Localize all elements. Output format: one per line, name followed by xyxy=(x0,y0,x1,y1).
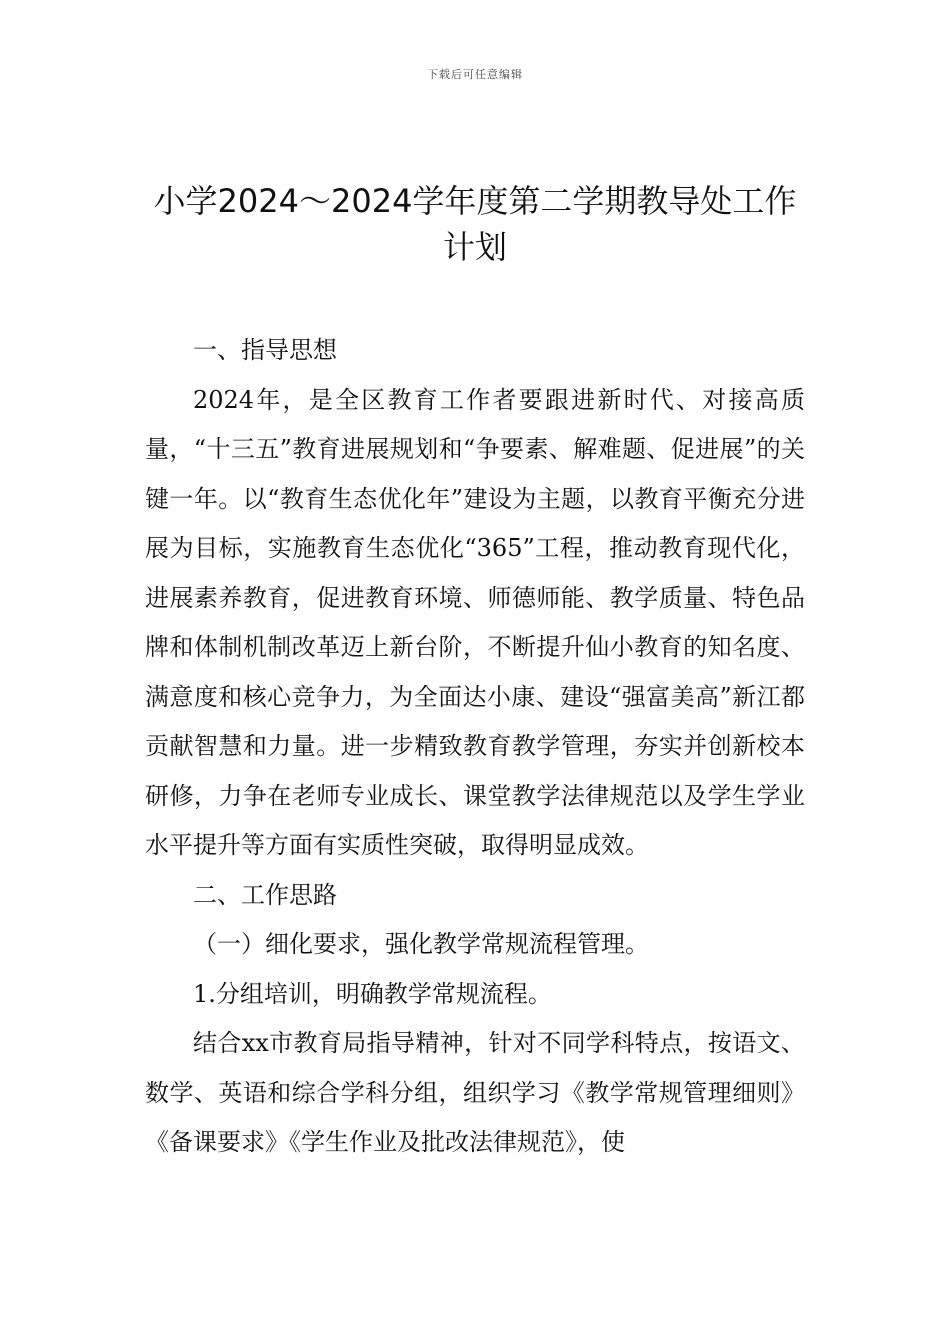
document-body xyxy=(145,326,805,1168)
header-note: 下载后可任意编辑 xyxy=(427,68,523,81)
subsection-heading-1: （一）细化要求，强化教学常规流程管理。 xyxy=(193,930,649,958)
item-heading-1: 1.分组培训，明确教学常规流程。 xyxy=(193,979,552,1008)
paragraph-guiding-ideology: 2024年，是全区教育工作者要跟进新时代、对接高质量，“十三五”教育进展规划和“争要素、解难题、促进展”的关键一年。以“教育生态优化年”建设为主题，以教育平衡充分进展为目标，实施教育生态优化“365”工程，推动教育现代化，进展素养教育，促进教育环境、师德师能、教学质量、特色品牌和体制机制改革迈上新台阶，不断提升仙小教育的知名度、满意度和核心竞争力，为全面达小康、建设“强富美高”新江都贡献智慧和力量。进一步精致教育教学管理，夯实并创新校本研修，力争在老师专业成长、课堂教学法律规范以及学生学业水平提升等方面有实质性突破，取得明显成效。 xyxy=(145,385,805,859)
paragraph-item-1: 结合xx市教育局指导精神，针对不同学科特点，按语文、数学、英语和综合学科分组，组织学习《教学常规管理细则》《备课要求》《学生作业及批改法律规范》，使 xyxy=(145,1029,805,1156)
section-heading-work-approach: 二、工作思路 xyxy=(193,880,337,909)
section-heading-guiding-ideology: 一、指导思想 xyxy=(193,336,337,364)
document-title: 小学2024～2024学年度第二学期教导处工作计划 xyxy=(153,182,797,266)
